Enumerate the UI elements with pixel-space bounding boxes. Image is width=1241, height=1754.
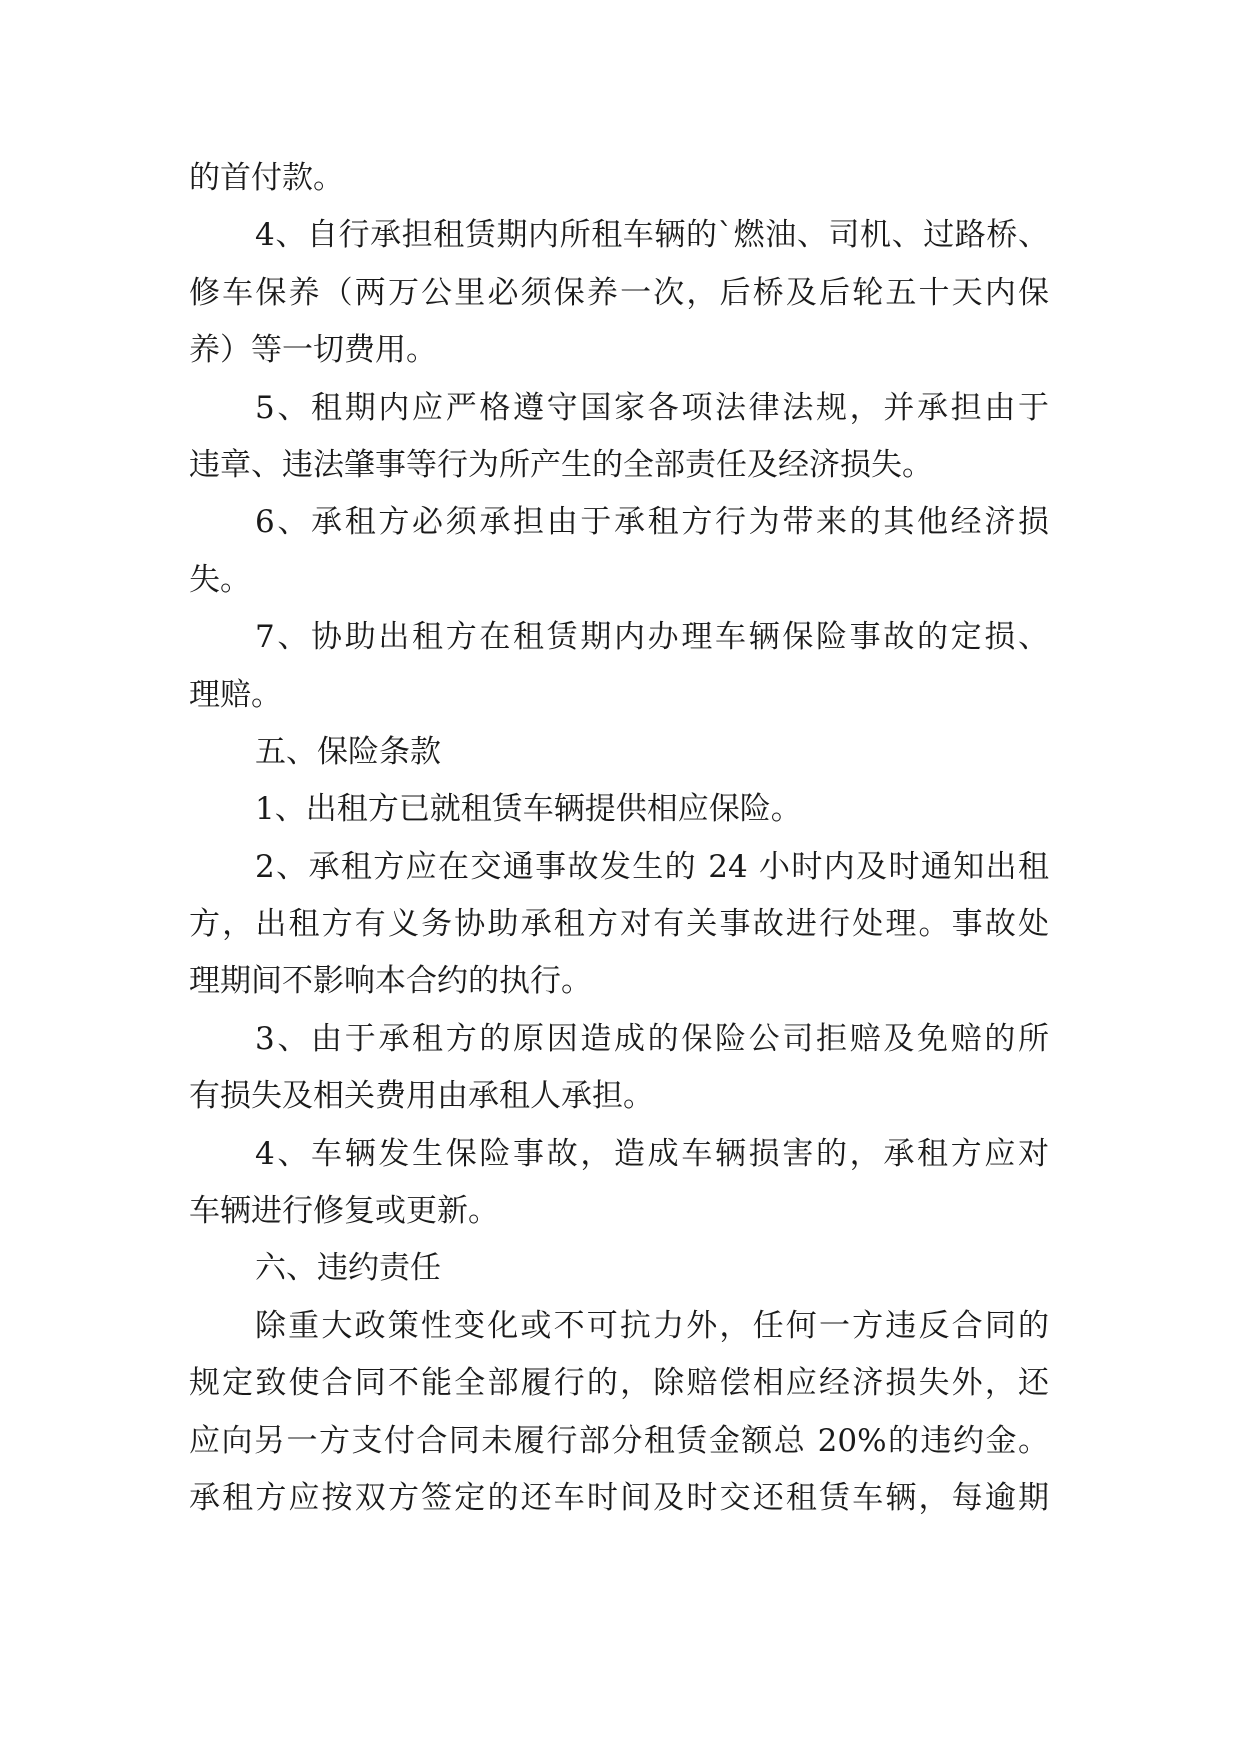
text-line: 承租方应按双方签定的还车时间及时交还租赁车辆，每逾期 <box>189 1479 1049 1516</box>
document-page <box>189 150 1049 1527</box>
text-line: 的首付款。 <box>189 160 344 196</box>
text-line: 5、租期内应严格遵守国家各项法律法规，并承担由于 <box>255 389 1049 426</box>
text-line: 除重大政策性变化或不可抗力外，任何一方违反合同的 <box>255 1307 1049 1344</box>
text-line: 2、承租方应在交通事故发生的 24 小时内及时通知出租 <box>255 848 1049 885</box>
text-line: 规定致使合同不能全部履行的，除赔偿相应经济损失外，还 <box>189 1365 1049 1402</box>
text-line: 方，出租方有义务协助承租方对有关事故进行处理。事故处 <box>189 906 1049 943</box>
text-line: 7、协助出租方在租赁期内办理车辆保险事故的定损、 <box>255 619 1049 656</box>
text-line: 应向另一方支付合同未履行部分租赁金额总 20%的违约金。 <box>189 1422 1049 1459</box>
text-line: 1、出租方已就租赁车辆提供相应保险。 <box>255 791 802 828</box>
text-line: 修车保养（两万公里必须保养一次，后桥及后轮五十天内保 <box>189 274 1049 311</box>
text-line: 4、车辆发生保险事故，造成车辆损害的，承租方应对 <box>255 1135 1049 1172</box>
text-line: 车辆进行修复或更新。 <box>189 1193 499 1230</box>
text-line: 违章、违法肇事等行为所产生的全部责任及经济损失。 <box>189 446 933 483</box>
text-line: 有损失及相关费用由承租人承担。 <box>189 1078 654 1115</box>
text-line: 4、自行承担租赁期内所租车辆的`燃油、司机、过路桥、 <box>255 217 1049 254</box>
text-line: 6、承租方必须承担由于承租方行为带来的其他经济损 <box>255 504 1049 541</box>
section-heading: 六、违约责任 <box>255 1250 441 1287</box>
text-line: 养）等一切费用。 <box>189 332 437 369</box>
section-heading: 五、保险条款 <box>255 733 441 770</box>
text-line: 3、由于承租方的原因造成的保险公司拒赔及免赔的所 <box>255 1020 1049 1057</box>
text-line: 理赔。 <box>189 676 282 713</box>
text-line: 失。 <box>189 561 251 598</box>
text-line: 理期间不影响本合约的执行。 <box>189 963 592 1000</box>
